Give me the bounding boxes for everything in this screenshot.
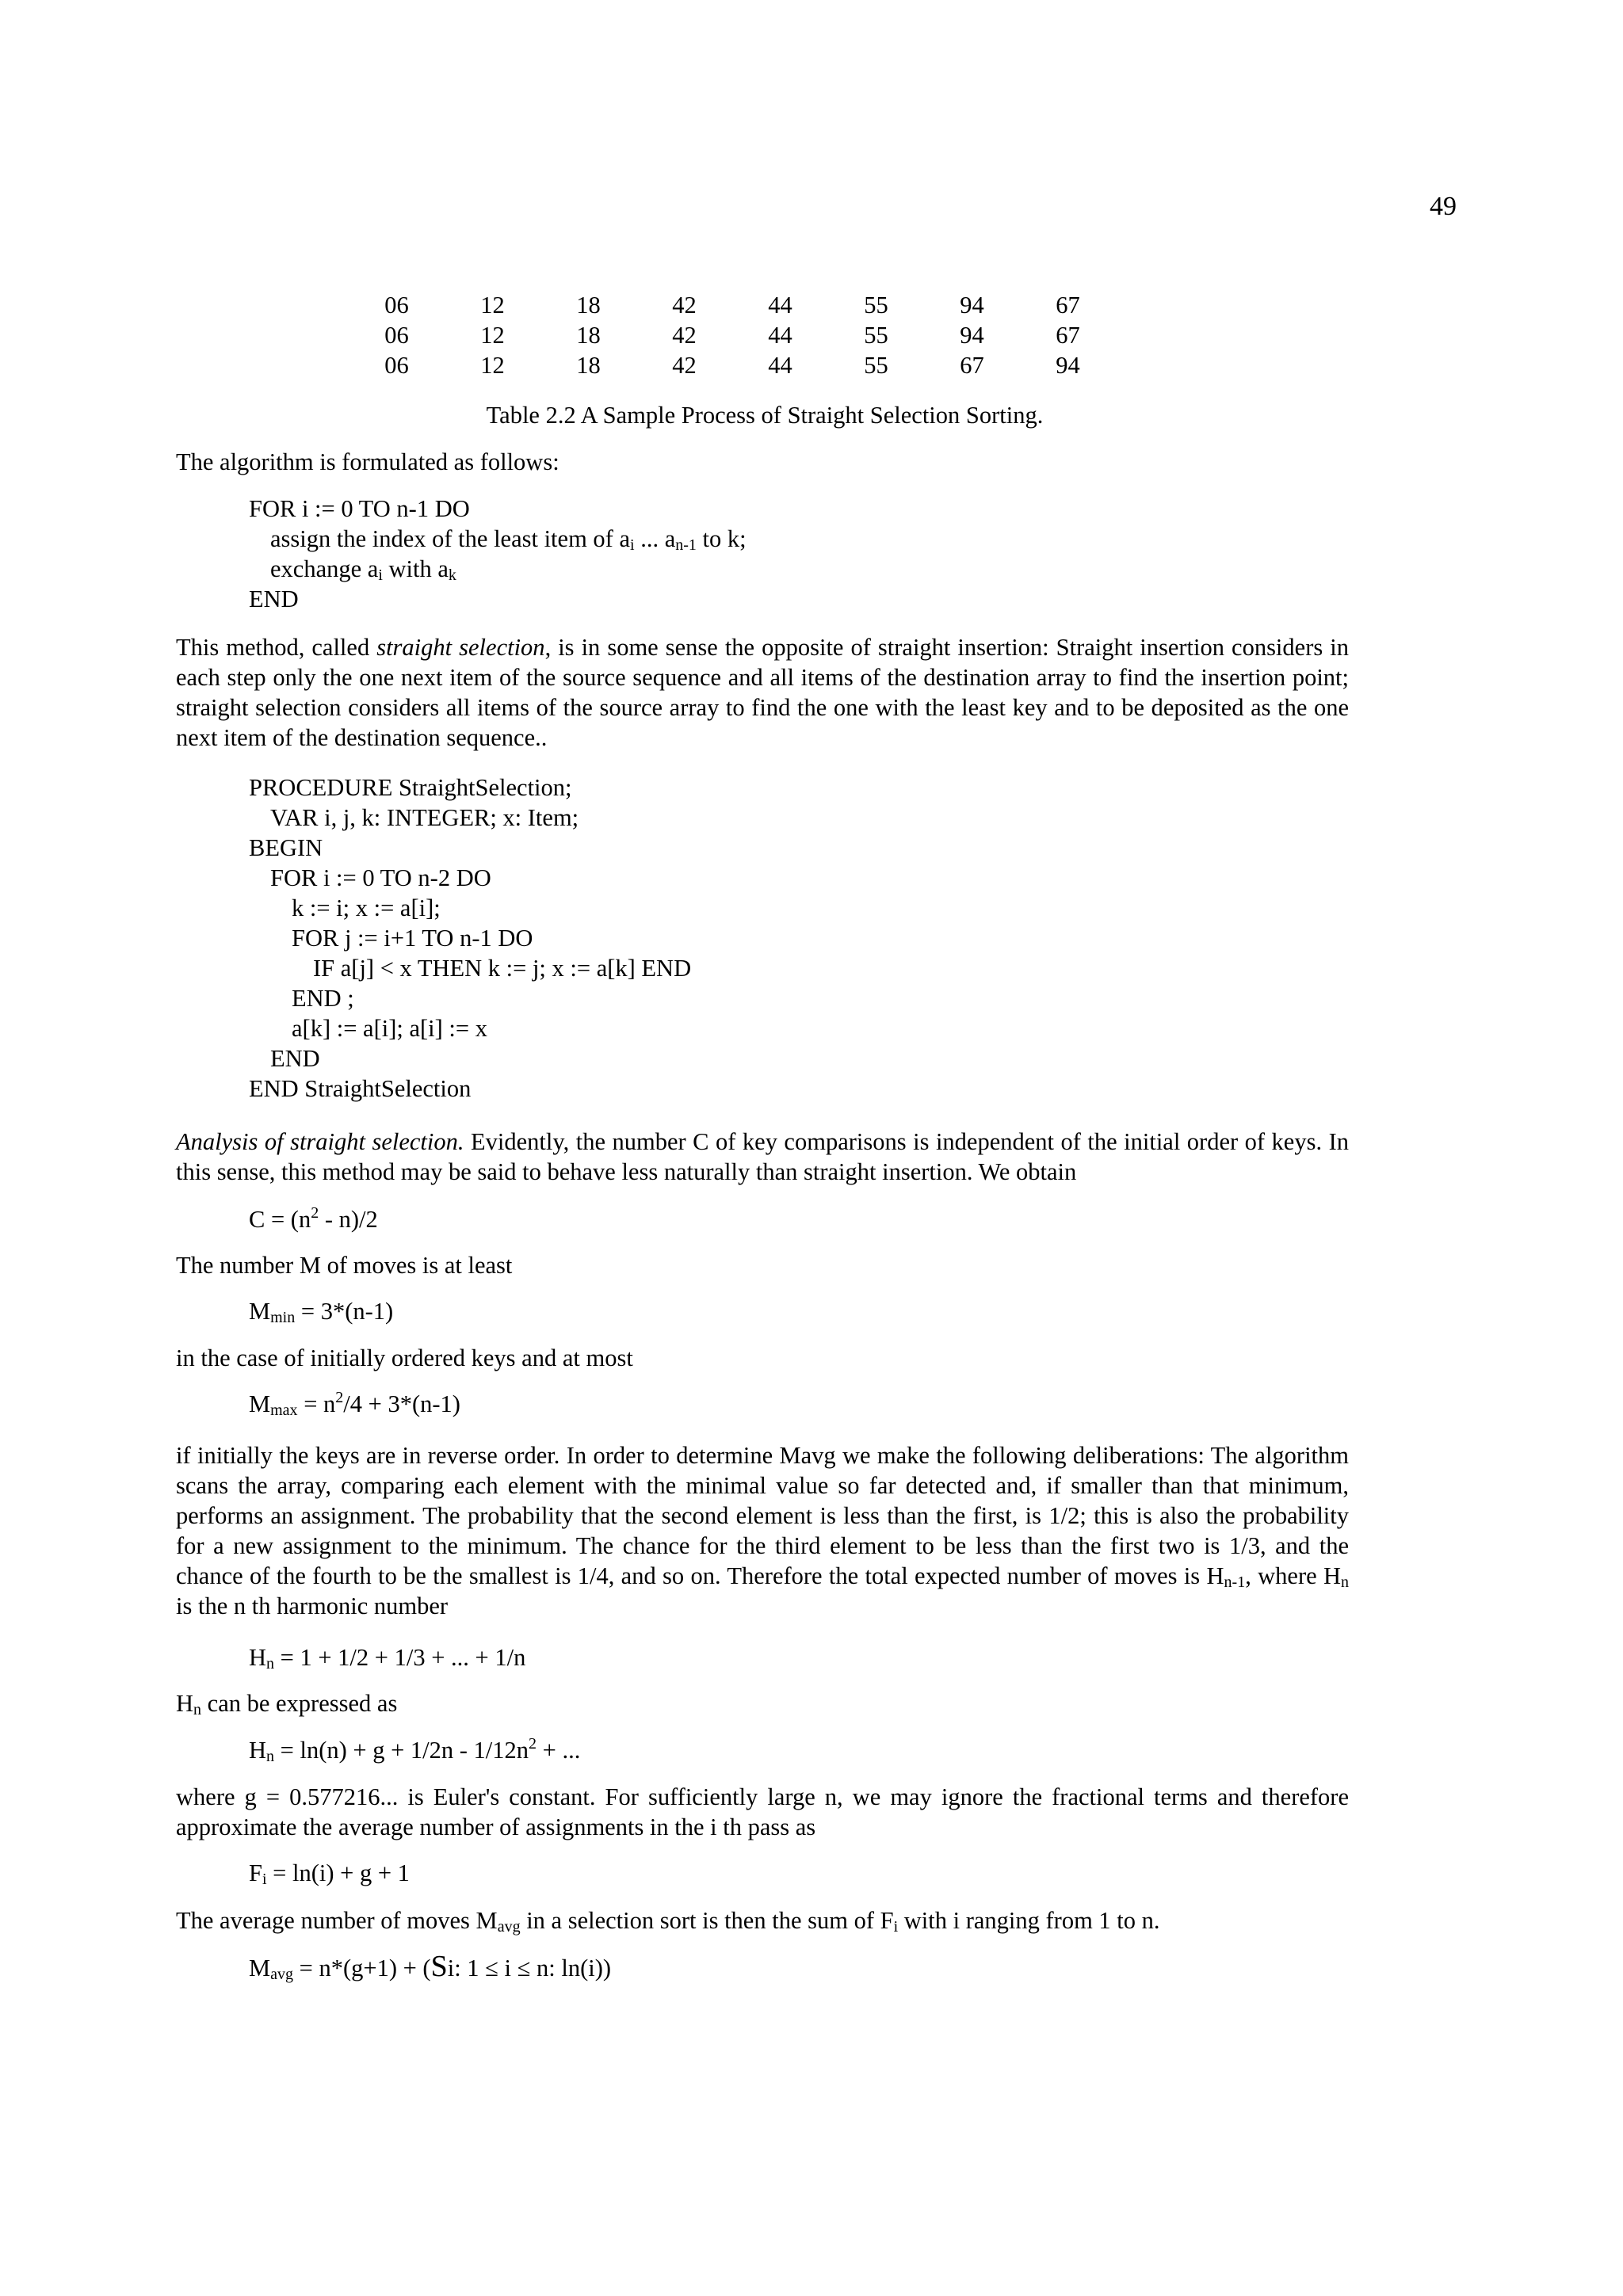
code-line: END ;: [292, 985, 354, 1012]
table-cell: 94: [960, 292, 984, 318]
code-line: BEGIN: [249, 834, 323, 861]
ordered-keys-line: in the case of initially ordered keys and at most: [176, 1344, 633, 1371]
table-cell: 44: [768, 292, 792, 318]
table-row: [349, 320, 1116, 350]
algo-line-4: END: [249, 585, 299, 612]
paragraph-deliberations: if initially the keys are in reverse order. In order to determine Mavg we make the following deliberations: The algorithm scans the array, comparing each element with the minimal value so far detected and, if smaller than that minimum, performs an assignment. The probability that the second element is less than the first, is 1/2; this is also the probability for a new assignment to the minimum. The chance for the third element to be less than the first two is 1/3, and the chance of the fourth to be the smallest is 1/4, and so on. Therefore the total expected number of moves is $H_{n-1}$, where $H_n$ is the n th harmonic number: [176, 1442, 1349, 1619]
table-cell: 18: [576, 352, 601, 379]
table-caption: Table 2.2 A Sample Process of Straight Selection Sorting.: [486, 402, 1044, 429]
equation-mavg: $M_{avg} = n*(g+1) + (Si$: 1 ≤ i ≤ n: ln(i)): [249, 1950, 612, 1983]
code-line: FOR i := 0 TO n-2 DO: [270, 864, 491, 891]
average-moves-line: The average number of moves $M_{avg}$ in a selection sort is then the sum of $F_i$ with i ranging from 1 to n.: [176, 1907, 1160, 1936]
procedure-code: [249, 772, 691, 1104]
table-cell: 12: [480, 322, 505, 349]
paragraph-analysis: Analysis of straight selection. Evidently, the number C of key comparisons is independent of the initial order of keys. In this sense, this method may be said to behave less naturally than straight insertion. We obtain: [176, 1128, 1349, 1185]
sort-process-table: [349, 290, 1116, 380]
table-cell: 55: [864, 322, 888, 349]
code-line: END: [270, 1045, 320, 1072]
table-cell: 44: [768, 322, 792, 349]
table-cell: 44: [768, 352, 792, 379]
page-number: 49: [1430, 192, 1457, 221]
paragraph-straight-selection: This method, called straight selection, is in some sense the opposite of straight insertion: Straight insertion considers in each step only the one next item of the source sequence and all items of the destination array to find the insertion point; straight selection considers all items of the source array to find the one with the least key and to be deposited as the one next item of the destination sequence..: [176, 634, 1349, 751]
code-line: VAR i, j, k: INTEGER; x: Item;: [270, 804, 579, 831]
moves-line: The number M of moves is at least: [176, 1252, 513, 1279]
table-row: [349, 350, 1116, 380]
table-cell: 55: [864, 292, 888, 318]
table-cell: 42: [672, 292, 697, 318]
equation-harmonic-approx: $H_n = \ln(n) + g + 1/2n - 1/12n^2$ + ...: [249, 1735, 581, 1765]
table-cell: 06: [384, 292, 409, 318]
equation-fi: $F_i = \ln(i) + g + 1$: [249, 1859, 410, 1888]
harmonic-expressed-line: $H_n$ can be expressed as: [176, 1690, 398, 1718]
table-cell: 67: [1056, 292, 1080, 318]
code-line: IF a[j] < x THEN k := j; x := a[k] END: [313, 955, 692, 982]
table-cell: 55: [864, 352, 888, 379]
code-line: PROCEDURE StraightSelection;: [249, 774, 572, 801]
algo-line-3: exchange $a_i$ with $a_k$: [270, 555, 456, 584]
table-cell: 42: [672, 322, 697, 349]
equation-harmonic: $H_n = 1 + 1/2 + 1/3$ + ... + 1/n: [249, 1644, 526, 1672]
table-cell: 94: [1056, 352, 1080, 379]
table-cell: 06: [384, 352, 409, 379]
table-cell: 67: [1056, 322, 1080, 349]
table-cell: 94: [960, 322, 984, 349]
algo-line-2: assign the index of the least item of $a_i$ ... $a_{n-1}$ to k;: [270, 525, 747, 554]
equation-mmax: $M_{max} = n^2/4 + 3*(n-1)$: [249, 1389, 460, 1419]
table-cell: 12: [480, 292, 505, 318]
table-cell: 67: [960, 352, 984, 379]
code-line: FOR j := i+1 TO n-1 DO: [292, 925, 533, 952]
table-cell: 42: [672, 352, 697, 379]
algorithm-block: [249, 494, 747, 614]
equation-mmin: $M_{min} = 3*(n-1)$: [249, 1298, 394, 1326]
intro-line: The algorithm is formulated as follows:: [176, 448, 559, 475]
code-line: a[k] := a[i]; a[i] := x: [292, 1015, 487, 1042]
equation-c: $C = (n^2 - n)/2$: [249, 1204, 378, 1233]
algo-line-1: FOR i := 0 TO n-1 DO: [249, 495, 470, 522]
table-cell: 18: [576, 322, 601, 349]
table-cell: 06: [384, 322, 409, 349]
paragraph-euler: where g = 0.577216... is Euler's constant. For sufficiently large n, we may ignore the fractional terms and therefore approximate the average number of assignments in the i th pass as: [176, 1783, 1349, 1840]
table-row: [349, 290, 1116, 320]
code-line: k := i; x := a[i];: [292, 894, 441, 921]
code-line: END StraightSelection: [249, 1075, 472, 1102]
table-cell: 18: [576, 292, 601, 318]
table-cell: 12: [480, 352, 505, 379]
